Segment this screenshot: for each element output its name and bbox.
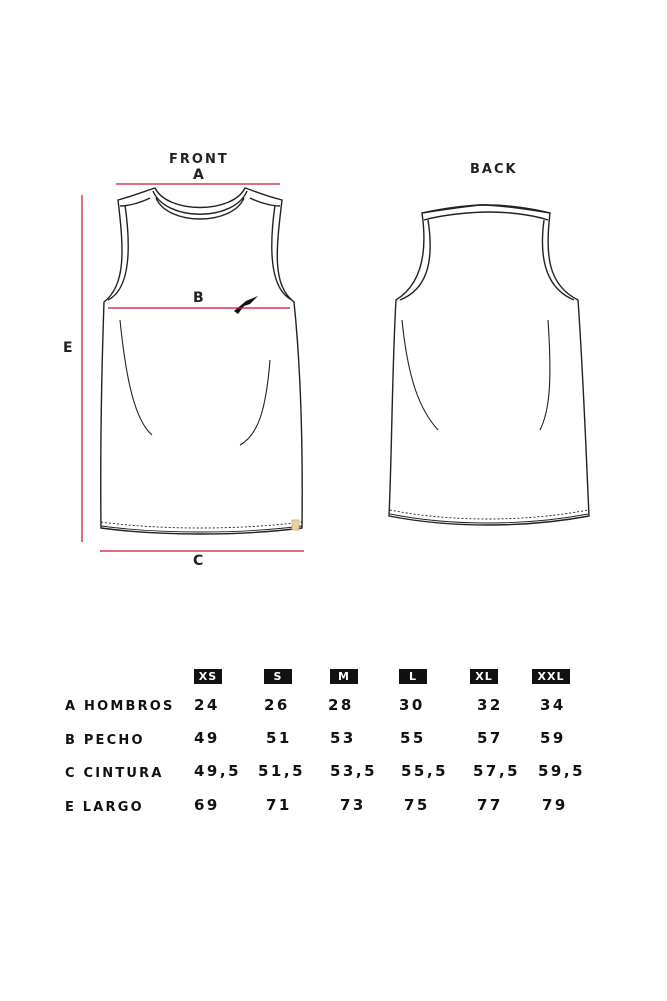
table-cell: 77 — [477, 796, 503, 814]
size-header-l: L — [399, 669, 427, 684]
front-label: FRONT — [169, 152, 229, 167]
table-cell: 30 — [399, 696, 425, 714]
table-cell: 53 — [330, 729, 356, 747]
table-cell: 79 — [542, 796, 568, 814]
back-label: BACK — [470, 162, 518, 177]
size-header-xs: XS — [194, 669, 222, 684]
table-cell: 24 — [194, 696, 220, 714]
table-cell: 59 — [540, 729, 566, 747]
dimension-label-a: A — [193, 167, 206, 183]
table-cell: 53,5 — [330, 762, 378, 780]
front-tank-top — [101, 188, 302, 534]
size-header-xl: XL — [470, 669, 498, 684]
dimension-label-c: C — [193, 553, 206, 569]
size-tag-icon — [292, 520, 299, 530]
row-label-hombros: A HOMBROS — [65, 699, 175, 714]
row-label-largo: E LARGO — [65, 800, 144, 815]
table-cell: 51,5 — [258, 762, 306, 780]
table-cell: 73 — [340, 796, 366, 814]
row-label-cintura: C CINTURA — [65, 766, 164, 781]
table-cell: 49,5 — [194, 762, 242, 780]
table-cell: 57,5 — [473, 762, 521, 780]
table-cell: 28 — [328, 696, 354, 714]
size-header-xxl: XXL — [532, 669, 570, 684]
table-cell: 75 — [404, 796, 430, 814]
dimension-label-e: E — [63, 340, 75, 356]
table-cell: 55 — [400, 729, 426, 747]
table-cell: 69 — [194, 796, 220, 814]
row-label-pecho: B PECHO — [65, 733, 145, 748]
back-tank-top — [389, 205, 589, 525]
size-header-s: S — [264, 669, 292, 684]
table-cell: 34 — [540, 696, 566, 714]
bird-logo-icon — [234, 296, 258, 314]
table-cell: 59,5 — [538, 762, 586, 780]
table-cell: 55,5 — [401, 762, 449, 780]
table-cell: 57 — [477, 729, 503, 747]
table-cell: 26 — [264, 696, 290, 714]
table-cell: 71 — [266, 796, 292, 814]
table-cell: 32 — [477, 696, 503, 714]
dimension-label-b: B — [193, 290, 206, 306]
table-cell: 49 — [194, 729, 220, 747]
size-header-m: M — [330, 669, 358, 684]
table-cell: 51 — [266, 729, 292, 747]
